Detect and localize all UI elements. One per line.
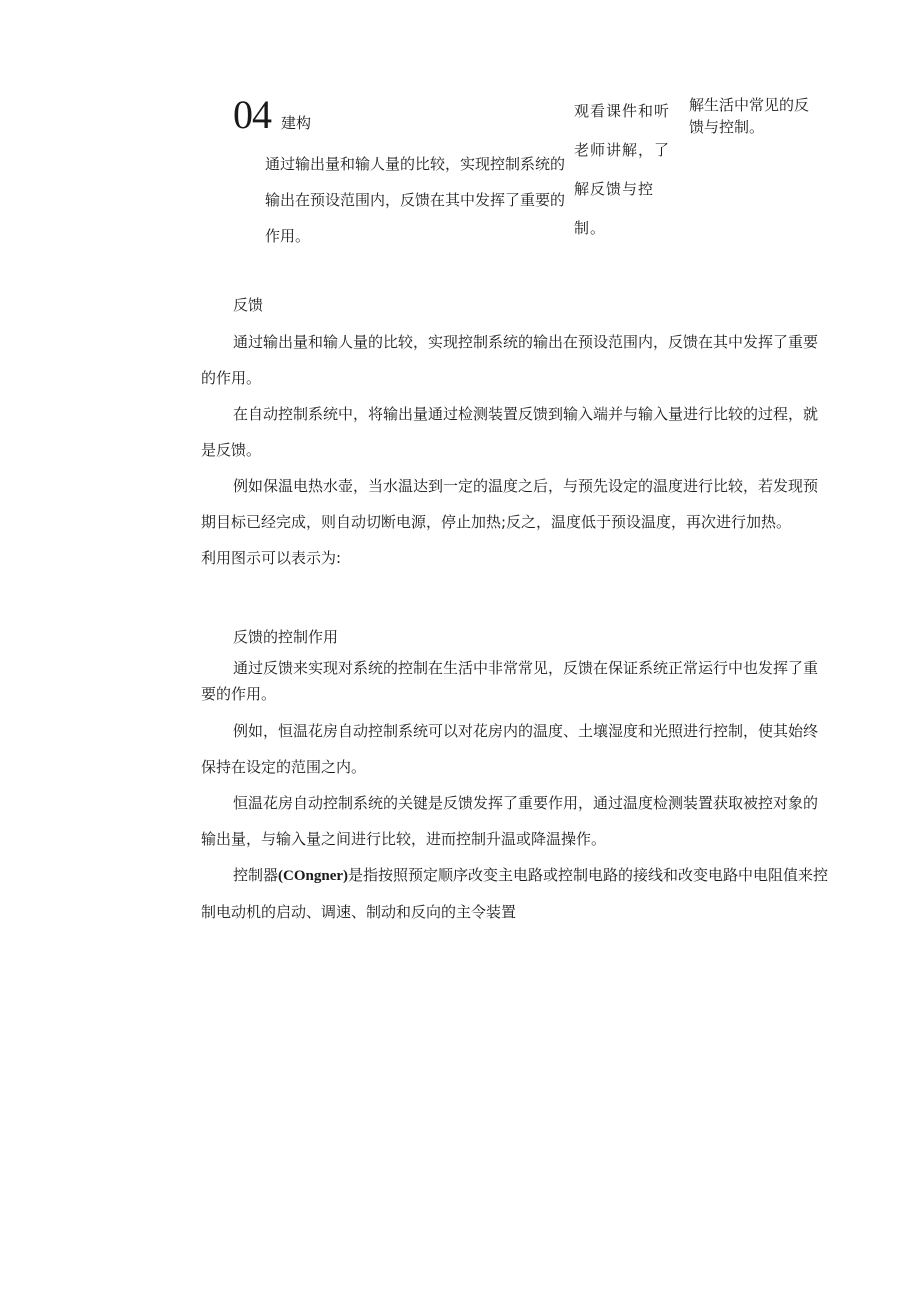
section-intro-text: 通过输出量和输人量的比较，实现控制系统的输出在预设范围内，反馈在其中发挥了重要的作用。 xyxy=(265,155,566,245)
section-intro xyxy=(233,146,565,254)
feedback-paragraph-2: 在自动控制系统中，将输出量通过检测装置反馈到输入端并与输入量进行比较的过程，就是反馈。 xyxy=(201,405,819,459)
feedback-paragraph-4: 利用图示可以表示为: xyxy=(201,549,342,567)
control-body xyxy=(201,655,831,930)
control-heading: 反馈的控制作用 xyxy=(233,628,339,646)
control-paragraph-4 xyxy=(201,857,831,930)
feedback-paragraph-3: 例如保温电热水壶，当水温达到一定的温度之后，与预先设定的温度进行比较，若发现预期目标已经完成，则自动切断电源，停止加热;反之，温度低于预设温度，再次进行加热。 xyxy=(201,477,819,531)
controller-definition: 是指按照预定顺序改变主电路或控制电路的接线和改变电路中电阻值来控制电动机的启动、调速、制动和反向的主令装置 xyxy=(201,866,829,921)
feedback-paragraph-1: 通过输出量和输人量的比较，实现控制系统的输出在预设范围内，反馈在其中发挥了重要的作用。 xyxy=(201,333,819,387)
controller-term: 控制器 xyxy=(233,866,279,884)
controller-english-term: (COngner) xyxy=(278,868,349,884)
goal-column: 解生活中常见的反馈与控制。 xyxy=(689,96,810,136)
activity-column: 观看课件和听老师讲解，了解反馈与控 制。 xyxy=(574,102,671,237)
feedback-body xyxy=(201,324,831,576)
feedback-heading: 反馈 xyxy=(233,296,264,314)
control-paragraph-1: 通过反馈来实现对系统的控制在生活中非常常见，反馈在保证系统正常运行中也发挥了重要的作用。 xyxy=(201,659,819,703)
control-paragraph-3: 恒温花房自动控制系统的关键是反馈发挥了重要作用，通过温度检测装置获取被控对象的输出量，与输入量之间进行比较，进而控制升温或降温操作。 xyxy=(201,794,819,848)
section-label: 建构 xyxy=(281,114,312,132)
control-paragraph-2: 例如，恒温花房自动控制系统可以对花房内的温度、土壤湿度和光照进行控制，使其始终保持在设定的范围之内。 xyxy=(201,722,819,776)
section-number: 04 xyxy=(233,92,271,137)
